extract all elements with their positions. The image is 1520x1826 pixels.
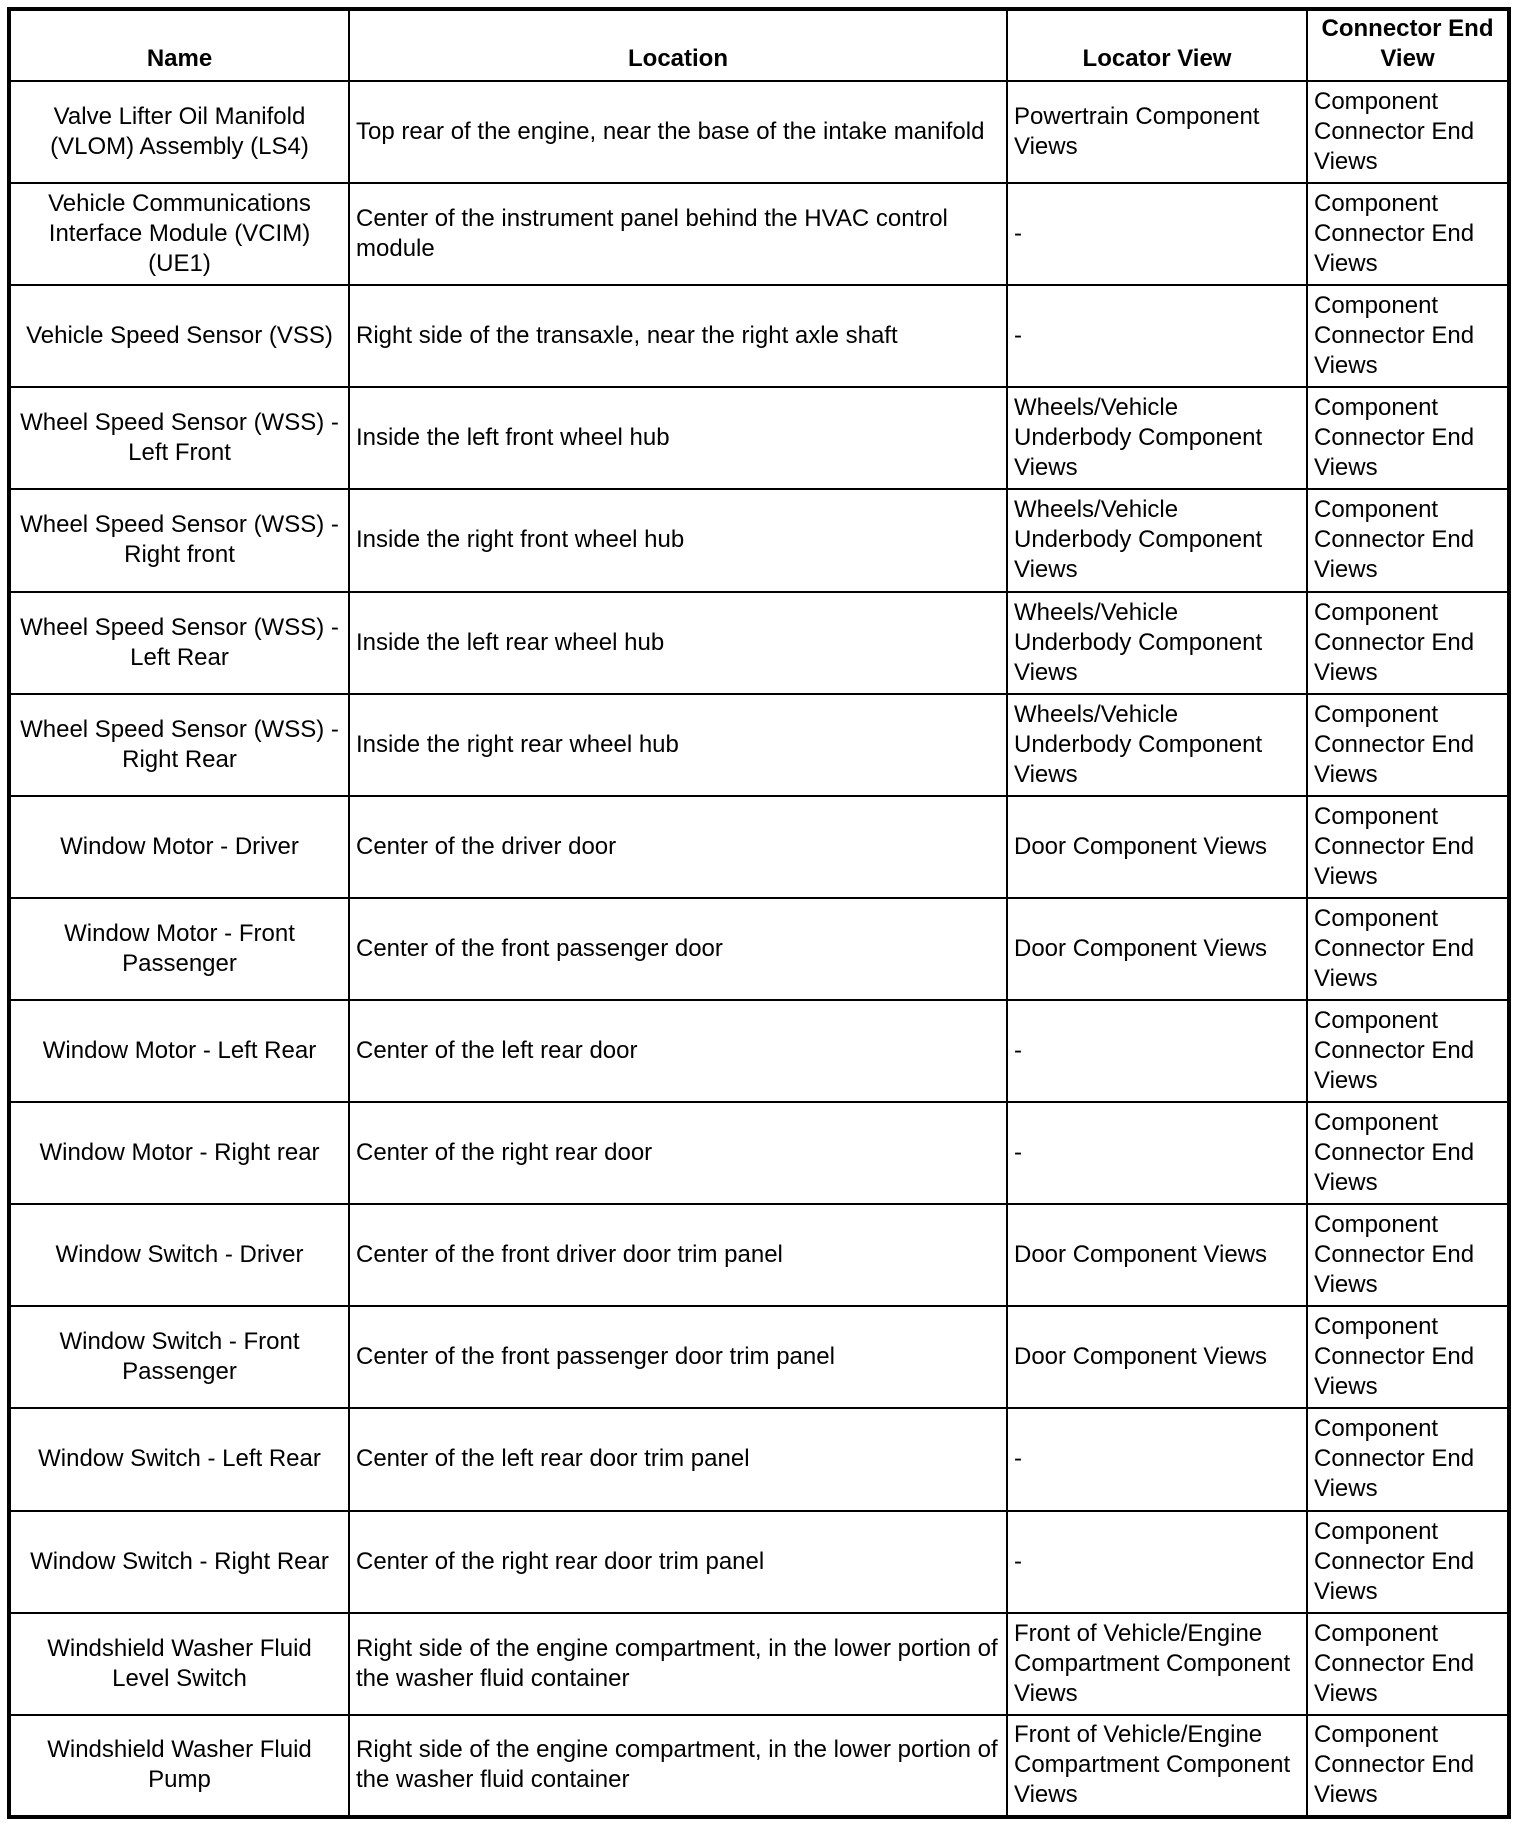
cell-name: Windshield Washer Fluid Pump	[9, 1715, 349, 1817]
cell-locator-view: Door Component Views	[1007, 1204, 1307, 1306]
table-row	[9, 387, 1509, 489]
cell-locator-view: Front of Vehicle/Engine Compartment Component Views	[1007, 1715, 1307, 1817]
cell-connector-end-view: Component Connector End Views	[1307, 1000, 1509, 1102]
table-row	[9, 285, 1509, 387]
cell-location: Center of the left rear door	[349, 1000, 1007, 1102]
header-locator-view: Locator View	[1007, 9, 1307, 81]
header-location: Location	[349, 9, 1007, 81]
cell-name: Vehicle Speed Sensor (VSS)	[9, 285, 349, 387]
cell-name: Vehicle Communications Interface Module (VCIM) (UE1)	[9, 183, 349, 285]
cell-location: Inside the right rear wheel hub	[349, 694, 1007, 796]
table-body	[9, 81, 1509, 1817]
cell-name: Window Motor - Right rear	[9, 1102, 349, 1204]
cell-locator-view: Door Component Views	[1007, 1306, 1307, 1408]
header-name: Name	[9, 9, 349, 81]
table-row	[9, 592, 1509, 694]
cell-location: Center of the right rear door	[349, 1102, 1007, 1204]
cell-locator-view: Door Component Views	[1007, 898, 1307, 1000]
cell-location: Right side of the transaxle, near the right axle shaft	[349, 285, 1007, 387]
cell-connector-end-view: Component Connector End Views	[1307, 387, 1509, 489]
cell-name: Valve Lifter Oil Manifold (VLOM) Assembly (LS4)	[9, 81, 349, 183]
table-row	[9, 1000, 1509, 1102]
cell-connector-end-view: Component Connector End Views	[1307, 81, 1509, 183]
cell-connector-end-view: Component Connector End Views	[1307, 285, 1509, 387]
cell-location: Top rear of the engine, near the base of the intake manifold	[349, 81, 1007, 183]
cell-name: Window Motor - Driver	[9, 796, 349, 898]
cell-connector-end-view: Component Connector End Views	[1307, 183, 1509, 285]
cell-locator-view: Front of Vehicle/Engine Compartment Component Views	[1007, 1613, 1307, 1715]
cell-location: Center of the front driver door trim panel	[349, 1204, 1007, 1306]
table-row	[9, 81, 1509, 183]
cell-name: Window Switch - Right Rear	[9, 1511, 349, 1613]
table-row	[9, 1102, 1509, 1204]
cell-connector-end-view: Component Connector End Views	[1307, 489, 1509, 591]
cell-name: Window Motor - Front Passenger	[9, 898, 349, 1000]
cell-location: Right side of the engine compartment, in the lower portion of the washer fluid container	[349, 1715, 1007, 1817]
cell-locator-view: Wheels/Vehicle Underbody Component Views	[1007, 592, 1307, 694]
cell-connector-end-view: Component Connector End Views	[1307, 1511, 1509, 1613]
table-header-row	[9, 9, 1509, 81]
cell-location: Center of the front passenger door trim panel	[349, 1306, 1007, 1408]
cell-name: Wheel Speed Sensor (WSS) - Right Rear	[9, 694, 349, 796]
cell-connector-end-view: Component Connector End Views	[1307, 1204, 1509, 1306]
cell-locator-view: Door Component Views	[1007, 796, 1307, 898]
cell-locator-view: -	[1007, 1511, 1307, 1613]
cell-name: Wheel Speed Sensor (WSS) - Right front	[9, 489, 349, 591]
table-row	[9, 1511, 1509, 1613]
table-row	[9, 183, 1509, 285]
cell-location: Center of the instrument panel behind the HVAC control module	[349, 183, 1007, 285]
cell-location: Center of the right rear door trim panel	[349, 1511, 1007, 1613]
cell-connector-end-view: Component Connector End Views	[1307, 796, 1509, 898]
cell-location: Center of the driver door	[349, 796, 1007, 898]
cell-locator-view: -	[1007, 183, 1307, 285]
component-locator-table-container	[7, 7, 1507, 1819]
cell-connector-end-view: Component Connector End Views	[1307, 1715, 1509, 1817]
cell-name: Window Switch - Front Passenger	[9, 1306, 349, 1408]
cell-name: Windshield Washer Fluid Level Switch	[9, 1613, 349, 1715]
cell-locator-view: -	[1007, 1000, 1307, 1102]
cell-location: Center of the left rear door trim panel	[349, 1408, 1007, 1510]
cell-locator-view: Powertrain Component Views	[1007, 81, 1307, 183]
cell-location: Inside the right front wheel hub	[349, 489, 1007, 591]
cell-name: Window Switch - Driver	[9, 1204, 349, 1306]
cell-locator-view: Wheels/Vehicle Underbody Component Views	[1007, 489, 1307, 591]
table-row	[9, 898, 1509, 1000]
cell-locator-view: -	[1007, 1408, 1307, 1510]
cell-name: Window Motor - Left Rear	[9, 1000, 349, 1102]
table-row	[9, 1204, 1509, 1306]
table-row	[9, 1715, 1509, 1817]
cell-location: Center of the front passenger door	[349, 898, 1007, 1000]
table-row	[9, 489, 1509, 591]
table-row	[9, 694, 1509, 796]
header-connector-end-view: Connector End View	[1307, 9, 1509, 81]
cell-connector-end-view: Component Connector End Views	[1307, 1102, 1509, 1204]
cell-location: Right side of the engine compartment, in the lower portion of the washer fluid container	[349, 1613, 1007, 1715]
component-locator-table	[7, 7, 1511, 1819]
table-row	[9, 796, 1509, 898]
cell-connector-end-view: Component Connector End Views	[1307, 898, 1509, 1000]
cell-name: Window Switch - Left Rear	[9, 1408, 349, 1510]
cell-connector-end-view: Component Connector End Views	[1307, 1408, 1509, 1510]
table-row	[9, 1613, 1509, 1715]
cell-locator-view: Wheels/Vehicle Underbody Component Views	[1007, 387, 1307, 489]
cell-locator-view: -	[1007, 1102, 1307, 1204]
cell-locator-view: Wheels/Vehicle Underbody Component Views	[1007, 694, 1307, 796]
cell-locator-view: -	[1007, 285, 1307, 387]
cell-connector-end-view: Component Connector End Views	[1307, 694, 1509, 796]
cell-connector-end-view: Component Connector End Views	[1307, 1306, 1509, 1408]
cell-connector-end-view: Component Connector End Views	[1307, 592, 1509, 694]
cell-location: Inside the left rear wheel hub	[349, 592, 1007, 694]
cell-connector-end-view: Component Connector End Views	[1307, 1613, 1509, 1715]
table-row	[9, 1306, 1509, 1408]
cell-name: Wheel Speed Sensor (WSS) - Left Front	[9, 387, 349, 489]
cell-name: Wheel Speed Sensor (WSS) - Left Rear	[9, 592, 349, 694]
cell-location: Inside the left front wheel hub	[349, 387, 1007, 489]
table-row	[9, 1408, 1509, 1510]
